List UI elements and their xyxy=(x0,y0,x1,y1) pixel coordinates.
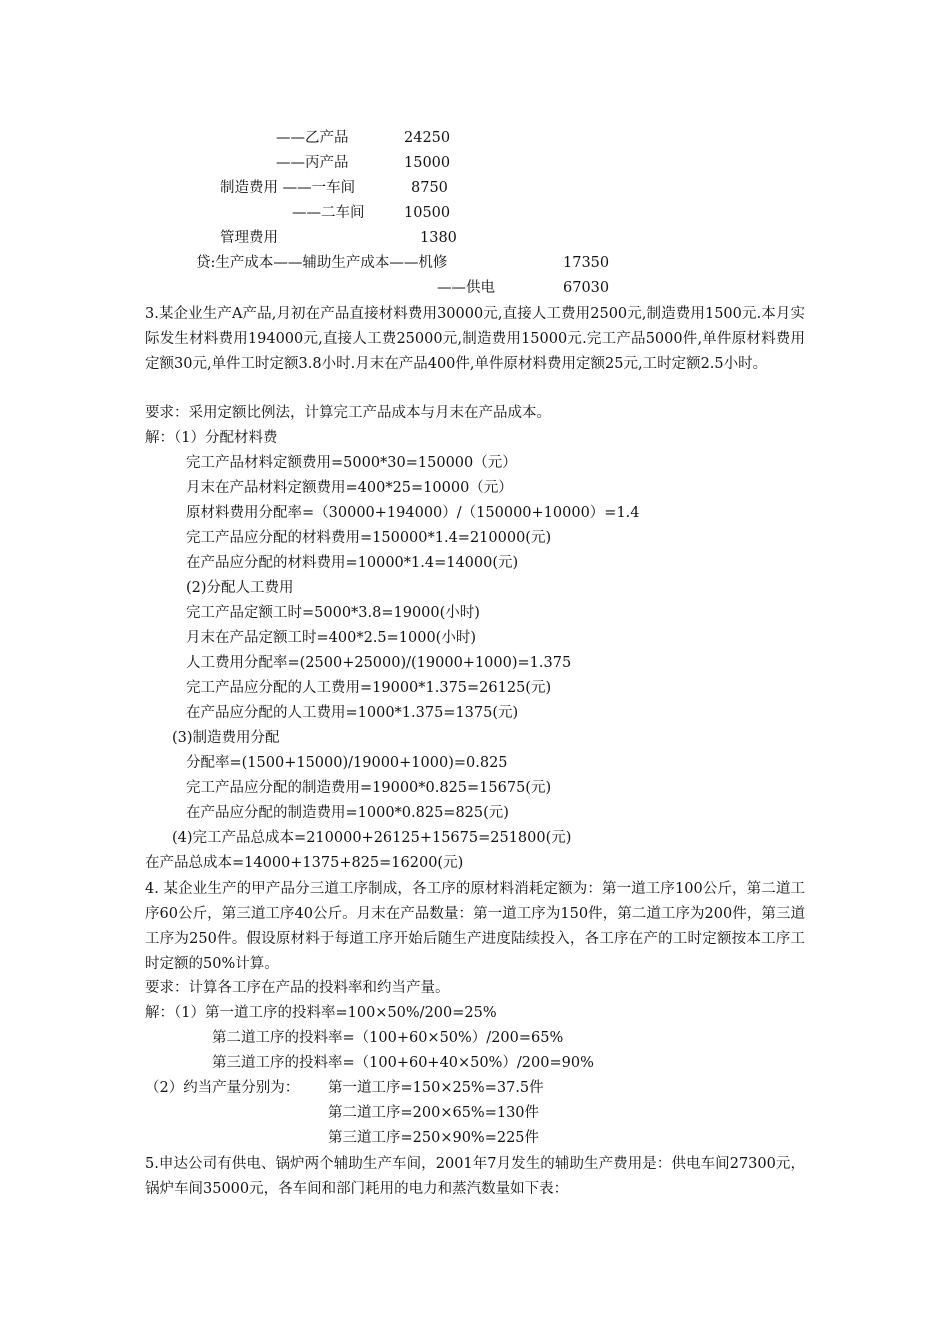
q4-step: （2）约当产量分别为： xyxy=(145,1080,300,1096)
q3-step: 在产品应分配的材料费用=10000*1.4=14000(元) xyxy=(186,555,519,571)
q3-step: (2)分配人工费用 xyxy=(186,580,294,596)
journal-amount: 8750 xyxy=(411,180,448,196)
journal-amount: 1380 xyxy=(420,230,457,246)
q3-step: 在产品应分配的制造费用=1000*0.825=825(元) xyxy=(186,805,509,821)
q4-requirement: 要求：计算各工序在产品的投料率和约当产量。 xyxy=(145,980,450,996)
q4-step: 第三道工序=250×90%=225件 xyxy=(328,1130,540,1146)
journal-line: ——丙产品 xyxy=(276,155,349,171)
q3-step: 原材料费用分配率=（30000+194000）/（150000+10000）=1.4 xyxy=(186,505,640,521)
journal-amount: 17350 xyxy=(563,255,610,271)
journal-line: 管理费用 xyxy=(220,230,278,246)
q3-step: 人工费用分配率=(2500+25000)/(19000+1000)=1.375 xyxy=(186,655,572,671)
q4-problem: 4. 某企业生产的甲产品分三道工序制成，各工序的原材料消耗定额为：第一道工序100公斤，第二道工序60公斤，第三道工序40公斤。月末在产品数量：第一道工序为150件，第二道工序为200件，第三道工序为250件。假设原材料于每道工序开始后随生产进度陆续投入，各工序在产的工时定额按本工序工时定额的50%计算。 xyxy=(145,881,805,972)
journal-amount: 67030 xyxy=(563,280,610,296)
journal-line: ——乙产品 xyxy=(276,130,349,146)
q4-step: 第二道工序的投料率=（100+60×50%）/200=65% xyxy=(212,1030,564,1046)
q4-step: 解：（1）第一道工序的投料率=100×50%/200=25% xyxy=(145,1005,497,1021)
journal-amount: 24250 xyxy=(404,130,451,146)
journal-line: 制造费用 ——一车间 xyxy=(220,180,356,196)
q3-step: 月末在产品定额工时=400*2.5=1000(小时) xyxy=(186,630,476,646)
q3-step: 完工产品应分配的制造费用=19000*0.825=15675(元) xyxy=(186,780,552,796)
q3-step: 完工产品应分配的人工费用=19000*1.375=26125(元) xyxy=(186,680,552,696)
q3-step: (4)完工产品总成本=210000+26125+15675=251800(元) xyxy=(172,830,572,846)
q3-step: 完工产品应分配的材料费用=150000*1.4=210000(元) xyxy=(186,530,552,546)
journal-line: ——二车间 xyxy=(292,205,365,221)
journal-amount: 15000 xyxy=(404,155,451,171)
q4-step: 第三道工序的投料率=（100+60+40×50%）/200=90% xyxy=(212,1055,594,1071)
q3-step: 在产品应分配的人工费用=1000*1.375=1375(元) xyxy=(186,705,519,721)
q3-step: 完工产品材料定额费用=5000*30=150000（元） xyxy=(186,455,517,471)
journal-line: 贷:生产成本——辅助生产成本——机修 xyxy=(196,255,448,271)
q4-step: 第二道工序=200×65%=130件 xyxy=(328,1105,540,1121)
q3-step: 分配率=(1500+15000)/19000+1000)=0.825 xyxy=(186,755,508,771)
journal-line: ——供电 xyxy=(437,280,495,296)
q3-requirement: 要求：采用定额比例法，计算完工产品成本与月末在产品成本。 xyxy=(145,405,551,421)
q4-step: 第一道工序=150×25%=37.5件 xyxy=(328,1080,544,1096)
q3-step: 完工产品定额工时=5000*3.8=19000(小时) xyxy=(186,605,480,621)
q5-problem: 5.申达公司有供电、锅炉两个辅助生产车间，2001年7月发生的辅助生产费用是：供电车间27300元，锅炉车间35000元，各车间和部门耗用的电力和蒸汽数量如下表： xyxy=(145,1156,805,1197)
q3-step: (3)制造费用分配 xyxy=(172,730,280,746)
q3-step: 月末在产品材料定额费用=400*25=10000（元） xyxy=(186,480,513,496)
q3-step: 在产品总成本=14000+1375+825=16200(元) xyxy=(145,855,464,871)
q3-problem: 3.某企业生产A产品,月初在产品直接材料费用30000元,直接人工费用2500元,制造费用1500元.本月实际发生材料费用194000元,直接人工费25000元,制造费用15000元.完工产品5000件,单件原材料费用定额30元,单件工时定额3.8小时.月末在产品400件,单件原材料费用定额25元,工时定额2.5小时。 xyxy=(145,306,805,372)
q3-step: 解：（1）分配材料费 xyxy=(145,430,278,446)
journal-amount: 10500 xyxy=(404,205,451,221)
